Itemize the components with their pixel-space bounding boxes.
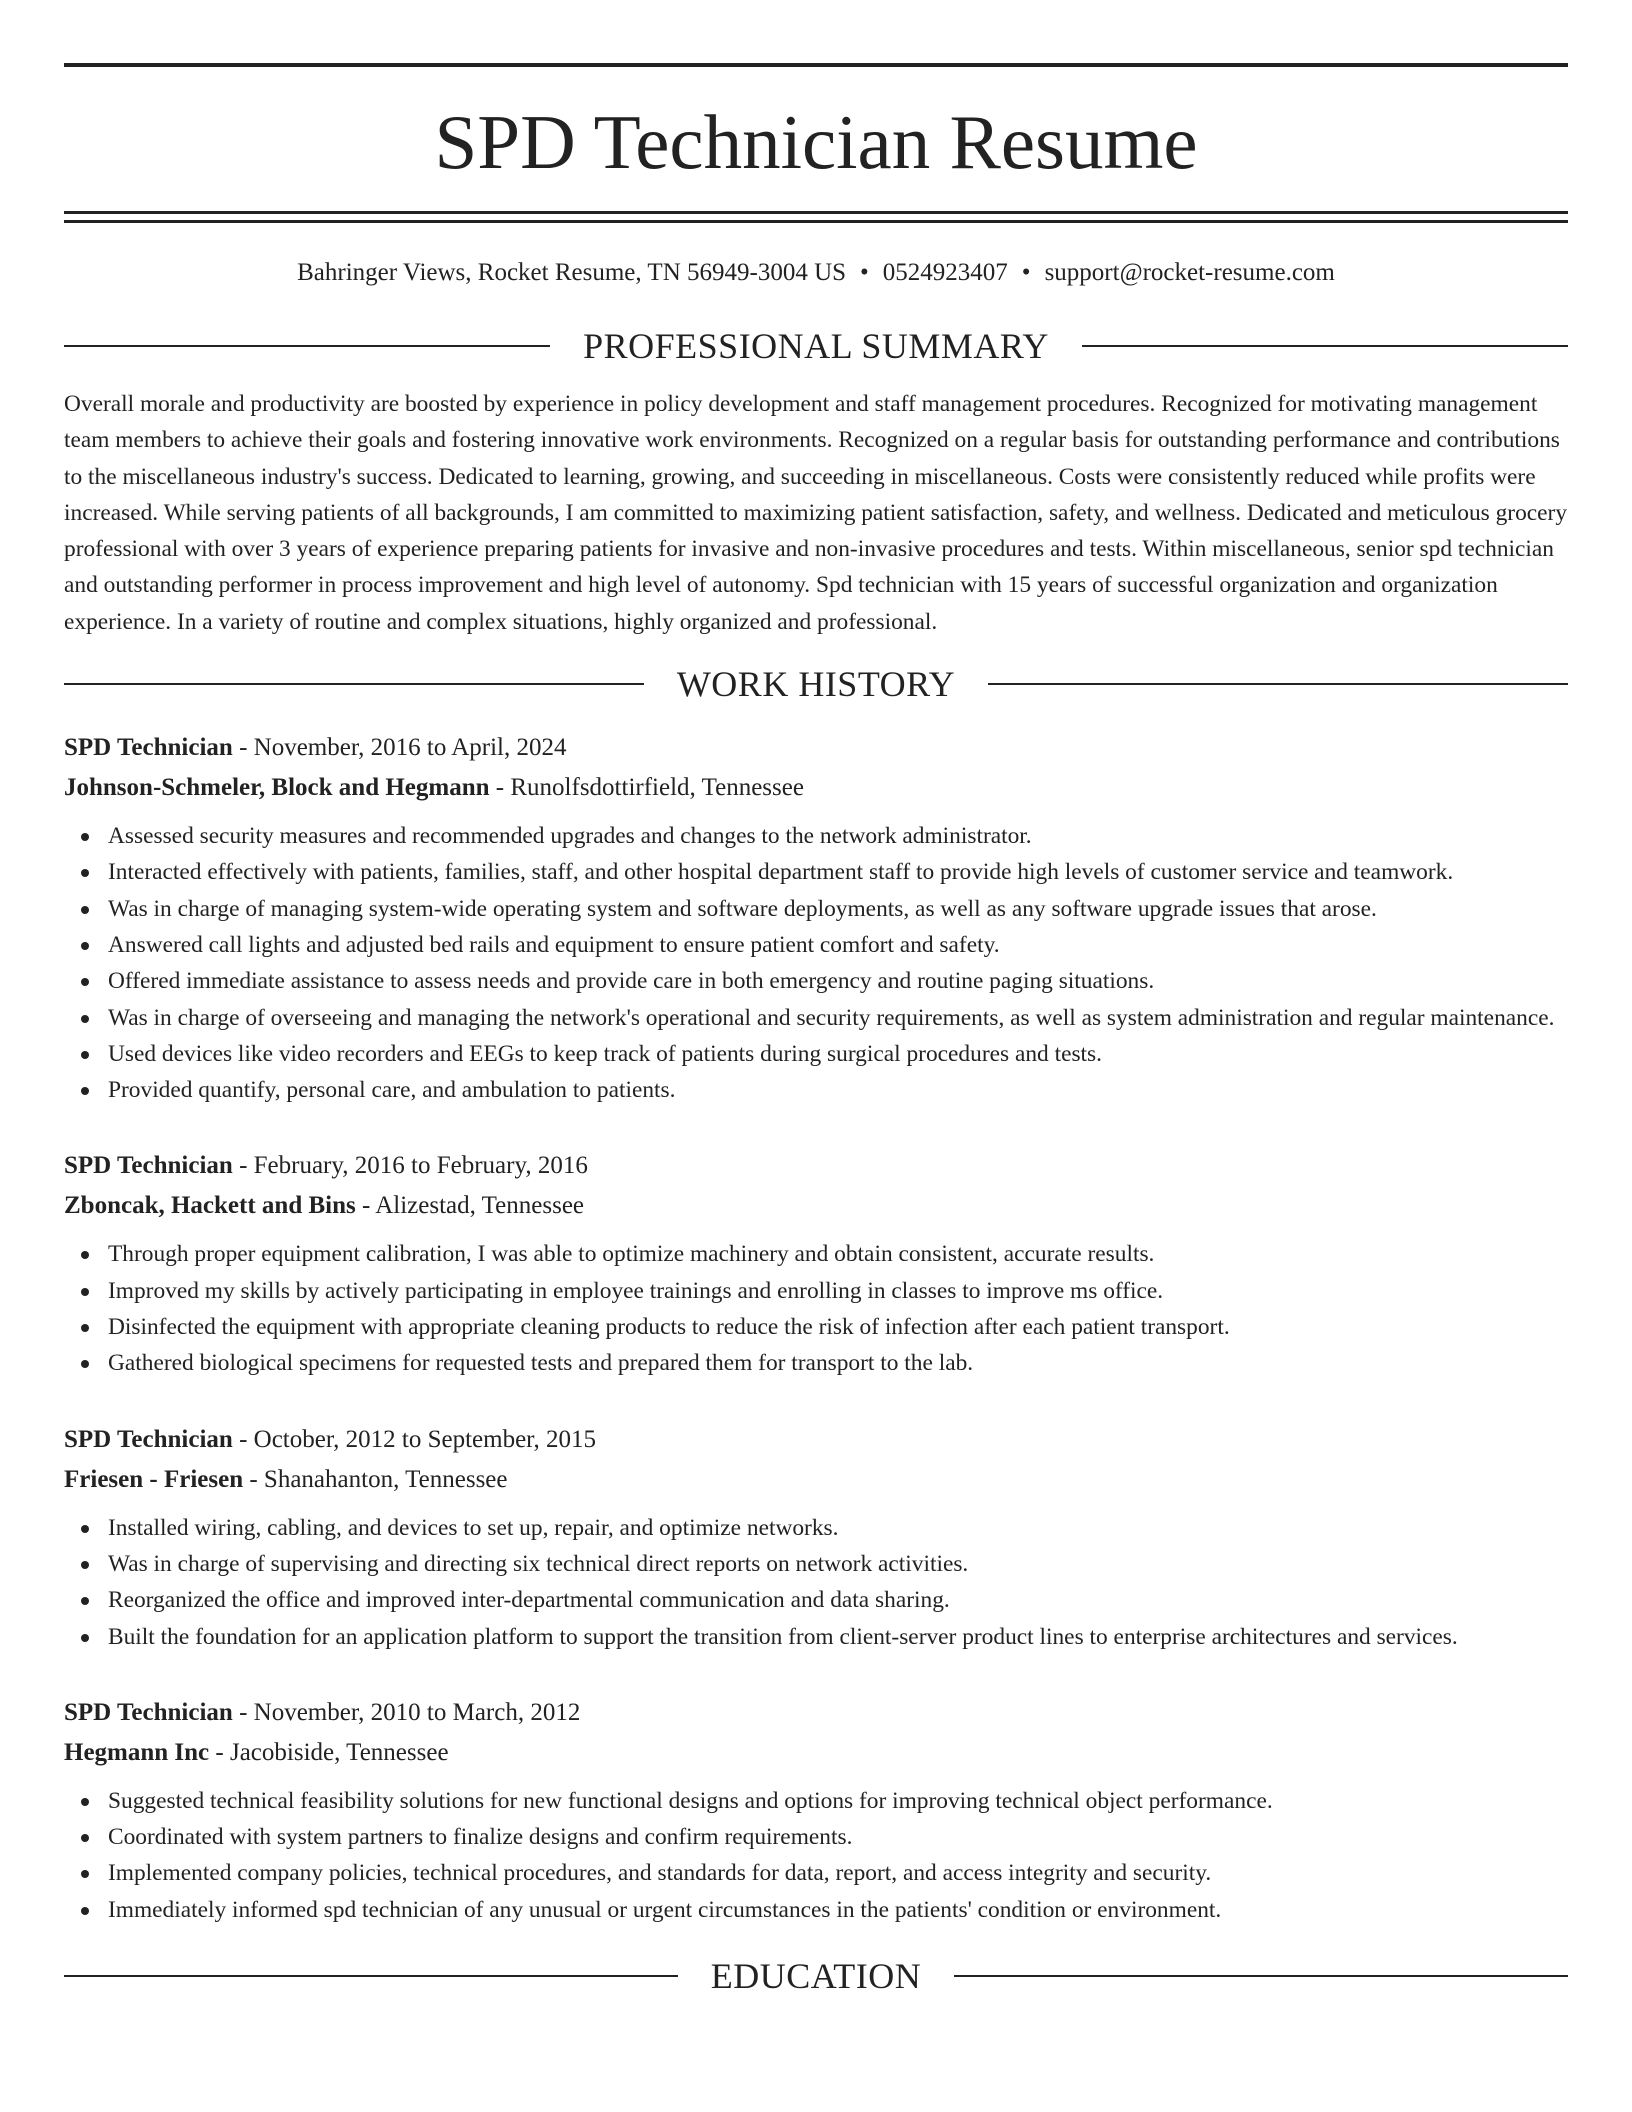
job-title: SPD Technician	[64, 1425, 233, 1453]
job-dates: - November, 2016 to April, 2024	[232, 734, 567, 762]
job-bullet	[64, 963, 1568, 999]
job-bullet	[64, 1582, 1568, 1618]
summary-text: Overall morale and productivity are boosted by experience in policy development and staff management procedures. Recognized for motivating management team members to achieve their goals and fostering innovative work environments. Recognized on a regular basis for outstanding performance and contributions to the miscellaneous industry's success. Dedicated to learning, growing, and succeeding in miscellaneous. Costs were consistently reduced while profits were increased. While serving patients of all backgrounds, I am committed to maximizing patient satisfaction, safety, and wellness. Dedicated and meticulous grocery professional with over 3 years of experience preparing patients for invasive and non-invasive procedures and tests. Within miscellaneous, senior spd technician and outstanding performer in process improvement and high level of autonomy. Spd technician with 15 years of successful organization and organization experience. In a variety of routine and complex situations, highly organized and professional.	[64, 391, 1568, 635]
job-bullet-list	[64, 1783, 1568, 1928]
contact-phone: 0524923407	[882, 259, 1008, 286]
job-bullet	[64, 1510, 1568, 1546]
job-bullet-text: Disinfected the equipment with appropriate cleaning products to reduce the risk of infection after each patient transport.	[108, 1314, 1230, 1341]
job-bullet	[64, 1000, 1568, 1036]
bullet-dot-icon	[81, 906, 89, 914]
job-bullet	[64, 1072, 1568, 1108]
job-bullet	[64, 854, 1568, 890]
job-bullet	[64, 891, 1568, 927]
job-bullet-list	[64, 1510, 1568, 1655]
job-bullet	[64, 1309, 1568, 1345]
job-bullet	[64, 1036, 1568, 1072]
section-rule-right	[1082, 345, 1568, 347]
contact-separator: •	[1021, 259, 1031, 286]
job-bullet-list	[64, 1236, 1568, 1381]
section-header-summary	[64, 324, 1568, 368]
top-rule	[64, 63, 1568, 67]
job-company: Hegmann Inc	[64, 1738, 210, 1766]
contact-address: Bahringer Views, Rocket Resume, TN 56949-3004 US	[297, 259, 847, 286]
bullet-dot-icon	[81, 1834, 89, 1842]
job-title-line	[64, 1146, 1568, 1186]
job-bullet-text: Reorganized the office and improved inter-departmental communication and data sharing.	[108, 1587, 950, 1614]
job-company: Zboncak, Hackett and Bins	[64, 1192, 356, 1220]
job-bullet-text: Offered immediate assistance to assess needs and provide care in both emergency and routine paging situations.	[108, 968, 1155, 995]
job-location: - Runolfsdottirfield, Tennessee	[489, 774, 804, 802]
job-company-line	[64, 1460, 1568, 1500]
job-bullet	[64, 927, 1568, 963]
job-bullet	[64, 1345, 1568, 1381]
job-title-line	[64, 1693, 1568, 1733]
section-header-work	[64, 662, 1568, 706]
job-bullet-text: Was in charge of supervising and directing six technical direct reports on network activities.	[108, 1550, 969, 1577]
job-bullet-text: Interacted effectively with patients, families, staff, and other hospital department staff to provide high levels of customer service and teamwork.	[108, 859, 1454, 886]
job-bullet-text: Was in charge of overseeing and managing the network's operational and security requirements, as well as system administration and regular maintenance.	[108, 1004, 1555, 1031]
job-bullet-text: Built the foundation for an application platform to support the transition from client-server product lines to enterprise architectures and services.	[108, 1623, 1458, 1650]
bullet-dot-icon	[81, 1015, 89, 1023]
job-entry	[64, 1146, 1568, 1381]
bullet-dot-icon	[81, 942, 89, 950]
section-rule-left	[64, 683, 644, 685]
bullet-dot-icon	[81, 833, 89, 841]
contact-separator: •	[860, 259, 869, 286]
bullet-dot-icon	[81, 978, 89, 986]
job-bullet-text: Improved my skills by actively participating in employee trainings and enrolling in classes to improve ms office.	[108, 1277, 1164, 1304]
job-entry	[64, 1693, 1568, 1928]
job-bullet	[64, 1892, 1568, 1928]
work-history-list	[64, 728, 1568, 1928]
bullet-dot-icon	[81, 1870, 89, 1878]
bullet-dot-icon	[81, 1251, 89, 1259]
bullet-dot-icon	[81, 1525, 89, 1533]
bullet-dot-icon	[81, 1324, 89, 1332]
job-bullet	[64, 1619, 1568, 1655]
section-header-education	[64, 1954, 1568, 1998]
job-bullet	[64, 1855, 1568, 1891]
job-title: SPD Technician	[64, 734, 233, 762]
resume-page	[64, 0, 1568, 1998]
job-location: - Shanahanton, Tennessee	[243, 1465, 508, 1493]
job-bullet-text: Was in charge of managing system-wide operating system and software deployments, as well as any software upgrade issues that arose.	[108, 895, 1377, 922]
bullet-dot-icon	[81, 1597, 89, 1605]
job-company-line	[64, 768, 1568, 808]
title-double-rule	[64, 211, 1568, 223]
job-bullet	[64, 1819, 1568, 1855]
section-title: WORK HISTORY	[676, 664, 956, 705]
job-bullet-text: Through proper equipment calibration, I was able to optimize machinery and obtain consistent, accurate results.	[108, 1241, 1155, 1268]
job-company-line	[64, 1733, 1568, 1773]
job-company-line	[64, 1186, 1568, 1226]
job-dates: - November, 2010 to March, 2012	[232, 1698, 581, 1726]
section-rule-right	[954, 1975, 1568, 1977]
job-bullet-text: Used devices like video recorders and EEGs to keep track of patients during surgical procedures and tests.	[108, 1040, 1102, 1067]
section-rule-left	[64, 1975, 678, 1977]
job-location: - Jacobiside, Tennessee	[209, 1738, 449, 1766]
job-entry	[64, 728, 1568, 1108]
contact-line	[64, 256, 1568, 290]
bullet-dot-icon	[81, 1087, 89, 1095]
job-bullet	[64, 1236, 1568, 1272]
bullet-dot-icon	[81, 1360, 89, 1368]
job-bullet-text: Suggested technical feasibility solutions for new functional designs and options for improving technical object performance.	[108, 1787, 1273, 1814]
contact-email: support@rocket-resume.com	[1044, 259, 1335, 286]
job-bullet-text: Gathered biological specimens for requested tests and prepared them for transport to the lab.	[108, 1350, 974, 1377]
job-title-line	[64, 1420, 1568, 1460]
job-bullet	[64, 1783, 1568, 1819]
job-title: SPD Technician	[64, 1698, 233, 1726]
job-bullet	[64, 1273, 1568, 1309]
job-bullet-text: Immediately informed spd technician of any unusual or urgent circumstances in the patients' condition or environment.	[108, 1896, 1222, 1923]
job-bullet-list	[64, 818, 1568, 1108]
job-bullet-text: Assessed security measures and recommended upgrades and changes to the network administrator.	[108, 823, 1032, 850]
job-bullet	[64, 818, 1568, 854]
job-bullet-text: Provided quantify, personal care, and ambulation to patients.	[108, 1077, 676, 1104]
section-rule-left	[64, 345, 550, 347]
section-title: EDUCATION	[710, 1956, 922, 1997]
job-title-line	[64, 728, 1568, 768]
bullet-dot-icon	[81, 1561, 89, 1569]
bullet-dot-icon	[81, 1634, 89, 1642]
job-company: Friesen - Friesen	[64, 1465, 244, 1493]
job-bullet-text: Answered call lights and adjusted bed rails and equipment to ensure patient comfort and safety.	[108, 931, 1000, 958]
job-bullet-text: Implemented company policies, technical procedures, and standards for data, report, and access integrity and security.	[108, 1860, 1212, 1887]
job-bullet	[64, 1546, 1568, 1582]
bullet-dot-icon	[81, 1907, 89, 1915]
job-bullet-text: Installed wiring, cabling, and devices to set up, repair, and optimize networks.	[108, 1514, 839, 1541]
bullet-dot-icon	[81, 1798, 89, 1806]
page-title: SPD Technician Resume	[434, 99, 1198, 185]
job-title: SPD Technician	[64, 1152, 233, 1180]
job-location: - Alizestad, Tennessee	[355, 1192, 585, 1220]
bullet-dot-icon	[81, 869, 89, 877]
section-title: PROFESSIONAL SUMMARY	[583, 326, 1049, 366]
job-dates: - February, 2016 to February, 2016	[232, 1152, 588, 1180]
bullet-dot-icon	[81, 1051, 89, 1059]
job-dates: - October, 2012 to September, 2015	[232, 1425, 597, 1453]
job-bullet-text: Coordinated with system partners to finalize designs and confirm requirements.	[108, 1824, 853, 1851]
section-rule-right	[988, 683, 1568, 685]
job-entry	[64, 1420, 1568, 1655]
bullet-dot-icon	[81, 1288, 89, 1296]
job-company: Johnson-Schmeler, Block and Hegmann	[64, 774, 490, 802]
